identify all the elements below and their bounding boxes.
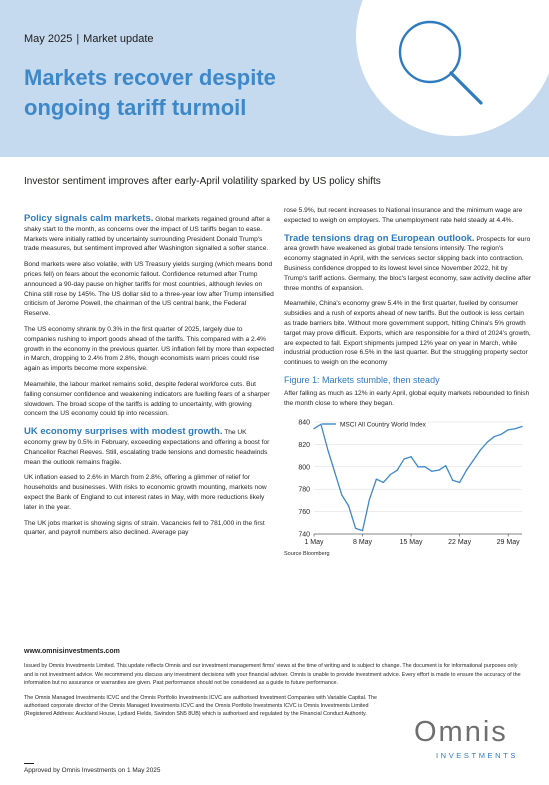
data-point xyxy=(369,499,370,500)
y-tick-label: 780 xyxy=(298,487,310,495)
data-point xyxy=(452,480,453,481)
y-tick-label: 800 xyxy=(298,464,310,472)
data-point xyxy=(480,450,481,451)
x-tick-label: 8 May xyxy=(353,539,373,547)
y-tick-label: 840 xyxy=(298,419,310,427)
data-point xyxy=(383,482,384,483)
para-uk-3: The UK jobs market is showing signs of strain. Vacancies fell to 781,000 in the first quarter, and payroll numbers also declined. Average pay xyxy=(24,519,265,537)
disclaimer-text: Issued by Omnis Investments Limited. This update reflects Omnis and our investment management firms' views at the time of writing and is subject to change. The document is for informational purposes only and is not investment advice. We recommend you discuss any investment decisions with your financial adviser. Omnis is unable to provide investment advice. Every effort is made to ensure the accuracy of the information but no assurance or warranties are given. Past performance should not be considered as a guide to future performance. xyxy=(24,663,521,687)
header-banner xyxy=(0,0,549,157)
data-point xyxy=(521,426,522,427)
data-point xyxy=(487,442,488,443)
footer-rule xyxy=(24,763,34,764)
x-tick-label: 15 May xyxy=(399,539,423,547)
magnifier-icon xyxy=(0,0,549,157)
data-point xyxy=(410,456,411,457)
data-point xyxy=(390,474,391,475)
issue-type: Market update xyxy=(83,33,154,45)
subheadline: Investor sentiment improves after early-April volatility sparked by US policy shifts xyxy=(24,176,381,187)
legend-label: MSCI All Country World Index xyxy=(340,421,426,429)
chart-svg xyxy=(284,414,532,549)
line-chart xyxy=(284,414,532,549)
data-point xyxy=(438,470,439,471)
data-point xyxy=(334,472,335,473)
para-uk-continued: rose 5.9%, but recent increases to National Insurance and the minimum wage are expected to weigh on employers. The unemployment rate held steady at 4.4%. xyxy=(284,207,523,224)
data-point xyxy=(348,506,349,507)
data-point xyxy=(473,460,474,461)
data-point xyxy=(320,424,321,425)
x-tick-label: 22 May xyxy=(448,539,472,547)
figure-title: Figure 1: Markets stumble, then steady xyxy=(284,374,440,385)
data-point xyxy=(501,434,502,435)
para-uk-2: UK inflation eased to 2.6% in March from 2.8%, offering a glimmer of relief for households and businesses. With risks to economic growth mounting, markets now expect the Bank of England to cut interest rates in May, with more reductions likely later in the year. xyxy=(24,474,267,511)
data-point xyxy=(376,479,377,480)
data-point xyxy=(313,428,314,429)
para-uk-1: The UK economy grew by 0.5% in February, exceeding expectations and offering a boost for Chancellor Rachel Reeves. Still, escalating trade tensions and domestic headwinds mean the outlook remains fragile. xyxy=(24,429,270,466)
data-point xyxy=(424,467,425,468)
para-policy-3: The US economy shrank by 0.3% in the first quarter of 2025, largely due to companies rushing to import goods ahead of the tariffs. This compared with a 2.4% growth in the economy in the previous quarter. US inflation fell by more than expected in March, dropping to 2.4% from 2.8%, though economists warn prices could rise again as imports become more expensive. xyxy=(24,325,274,373)
data-point xyxy=(431,471,432,472)
para-policy-1: Global markets regained ground after a shaky start to the month, as concerns over the impact of US tariffs began to ease. Markets were initially rattled by uncertainty surrounding President Donald Trump's trade measures, but sentiment improved after Washington signalled a softer stance. xyxy=(24,216,270,253)
issue-date: May 2025 xyxy=(24,33,73,45)
data-point xyxy=(466,470,467,471)
page-title: Markets recover despite ongoing tariff turmoil xyxy=(24,65,276,120)
para-europe-2: Meanwhile, China's economy grew 5.4% in the first quarter, fuelled by consumer subsidies and a rush of exports ahead of new tariffs. But the outlook is less certain as trade barriers bite. Without more government support, hitting China's 5% growth target may prove difficult. Exports, which are responsible for a third of 2024's growth, are expected to fall. Export shipments jumped 12% year on year in March, while industrial production rose 6.5% in the last quarter. But the struggling property sector continues to weigh on the economy xyxy=(284,300,531,367)
data-point xyxy=(508,430,509,431)
data-point xyxy=(355,528,356,529)
heading-uk: UK economy surprises with modest growth. xyxy=(24,426,223,438)
data-point xyxy=(362,530,363,531)
data-point xyxy=(397,470,398,471)
heading-europe: Trade tensions drag on European outlook. xyxy=(284,232,475,244)
para-europe-1: Prospects for euro area growth have weakened as global trade tensions intensify. The region's economy stagnated in April, with the services sector slipping back into contraction. Business confidence dropped to its lowest level since November 2022, hit by Trump's tariff actions. Germany, the bloc's largest economy, saw activity decline after three months of expansion. xyxy=(284,235,532,292)
para-policy-2: Bond markets were also volatile, with US Treasury yields surging (which means bond prices fell) on fears about the economic fallout. Confidence returned after Trump announced a 90-day pause on higher tariffs for most countries, although levies on China still rose by 145%. The US dollar slid to a three-year low after Trump intensified criticism of Jerome Powell, the chairman of the US central bank, the Federal Reserve. xyxy=(24,261,274,318)
para-policy-4: Meanwhile, the labour market remains solid, despite federal workforce cuts. But falling consumer confidence and weakening indicators are fuelling fears of a sharper slowdown. The broad scope of the tariffs is adding to uncertainty, with growing concern the US economy could tip into recession. xyxy=(24,380,270,418)
logo-subtitle: INVESTMENTS xyxy=(436,751,518,760)
data-point xyxy=(417,467,418,468)
website-link[interactable]: www.omnisinvestments.com xyxy=(24,648,120,655)
right-column xyxy=(284,206,532,560)
data-point xyxy=(514,428,515,429)
y-tick-label: 760 xyxy=(298,509,310,517)
approval-note: Approved by Omnis Investments on 1 May 2025 xyxy=(24,767,161,774)
data-point xyxy=(327,450,328,451)
legal-text: The Omnis Managed Investments ICVC and the Omnis Portfolio Investments ICVC are authorised Investment Companies with Variable Capital. The authorised corporate director of the Omnis Managed Investments ICVC and the Omnis Portfolio Investments ICVC is Omnis Investments Limited (Registered Address: Auckland House, Lydiard Fields, Swindon SN5 8UB) which is authorised and regulated by the Financial Conduct Authority. xyxy=(24,694,378,718)
data-point xyxy=(459,482,460,483)
chart-source: Source Bloomberg xyxy=(284,551,330,558)
data-point xyxy=(341,495,342,496)
left-column xyxy=(24,208,274,544)
logo-wordmark: Omnis xyxy=(414,716,508,748)
heading-policy: Policy signals calm markets. xyxy=(24,213,154,224)
y-tick-label: 740 xyxy=(298,531,310,539)
x-tick-label: 29 May xyxy=(496,539,520,547)
data-point xyxy=(404,459,405,460)
meta-separator: | xyxy=(76,33,80,45)
series-line xyxy=(314,425,522,531)
x-tick-label: 1 May xyxy=(304,539,324,547)
figure-caption: After falling as much as 12% in early April, global equity markets rebounded to finish the month close to where they began. xyxy=(284,389,530,407)
y-tick-label: 820 xyxy=(298,442,310,450)
data-point xyxy=(494,436,495,437)
footer xyxy=(24,648,524,774)
data-point xyxy=(445,465,446,466)
omnis-logo xyxy=(414,716,524,764)
